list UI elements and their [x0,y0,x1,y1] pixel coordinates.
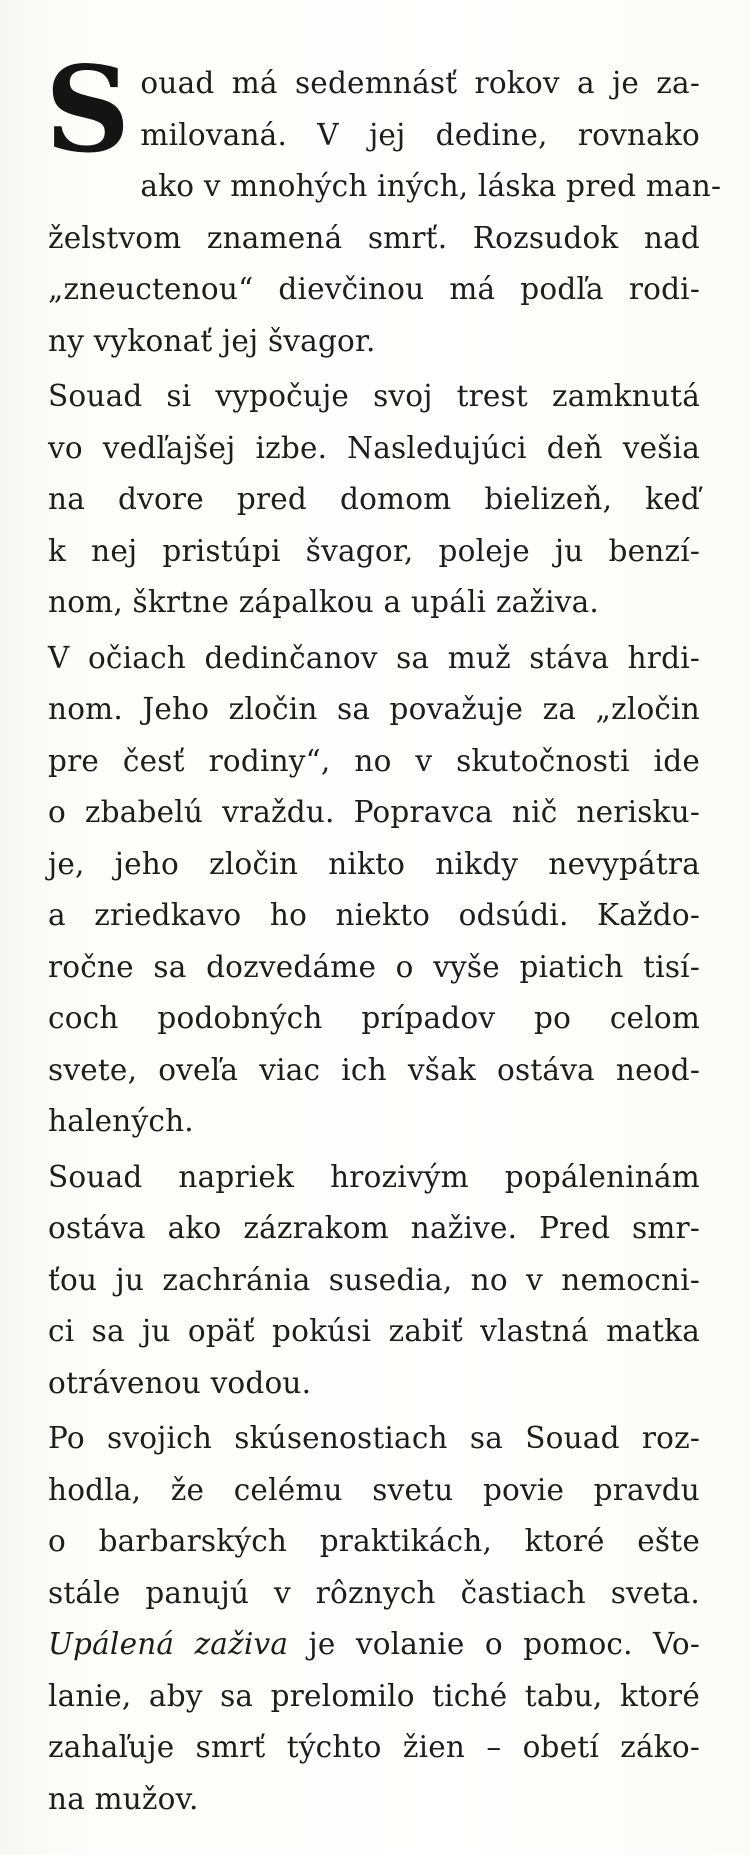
text-line: ci sa ju opäť pokúsi zabiť vlastná matka [48,1314,700,1348]
paragraph-2 [48,371,700,629]
paragraph-5 [48,1413,700,1825]
text-line: nom. Jeho zločin sa považuje za „zločin [48,692,700,726]
paragraph-1 [45,40,722,367]
text-line: o barbarských praktikách, ktoré ešte [48,1524,700,1558]
text-line: lanie, aby sa prelomilo tiché tabu, ktoré [48,1678,700,1713]
text-line: želstvom znamená smrť. Rozsudok nad [48,220,700,255]
text-line: pre česť rodiny“, no v skutočnosti ide [48,743,700,778]
text-line: a zriedkavo ho niekto odsúdi. Každo- [48,898,700,932]
text-line: coch podobných prípadov po celom [48,1001,700,1035]
text-line: o zbabelú vraždu. Popravca nič nerisku- [48,795,700,829]
text-line: je, jeho zločin nikto nikdy nevypátra [48,846,700,881]
text-line: „zneuctenou“ dievčinou má podľa rodi- [48,272,700,306]
text-line: ouad má sedemnásť rokov a je za- [140,66,700,100]
text-line: nom, škrtne zápalkou a upáli zaživa. [48,585,599,619]
text-line: hodla, že celému svetu povie pravdu [48,1472,700,1507]
text-line: ostáva ako zázrakom nažive. Pred smr- [48,1211,700,1245]
text-line: na mužov. [48,1781,199,1816]
book-title-italic: Upálená zaživa [48,1627,289,1661]
text-line: otrávenou vodou. [48,1365,312,1400]
text-line: halených. [48,1104,194,1138]
text-line: Souad si vypočuje svoj trest zamknutá [48,379,700,413]
text-line: Souad napriek hrozivým popáleninám [48,1159,700,1194]
blurb-text [45,40,722,1829]
drop-cap-letter: S [45,40,131,179]
text-line: ročne sa dozvedáme o vyše piatich tisí- [48,949,700,984]
text-fragment: je volanie o pomoc. Vo- [288,1627,700,1661]
text-line: ako v mnohých iných, láska pred man- [140,169,722,203]
text-line: zahaľuje smrť týchto žien – obetí záko- [48,1730,700,1764]
text-line: V očiach dedinčanov sa muž stáva hrdi- [48,640,700,675]
text-line: milovaná. V jej dedine, rovnako [140,117,700,152]
paragraph-4 [48,1152,700,1410]
text-line: ťou ju zachránia susedia, no v nemocni- [48,1262,700,1297]
text-line: vo vedľajšej izbe. Nasledujúci deň vešia [48,430,700,465]
text-line-with-title [48,1619,700,1671]
text-line: k nej pristúpi švagor, poleje ju benzí- [48,533,700,568]
text-line: ny vykonať jej švagor. [48,323,376,358]
paragraph-3 [48,633,700,1148]
text-line: na dvore pred domom bielizeň, keď [48,482,700,516]
text-line: stále panujú v rôznych častiach sveta. [48,1575,700,1610]
text-line: Po svojich skúsenostiach sa Souad roz- [48,1421,700,1455]
text-line: svete, oveľa viac ich však ostáva neod- [48,1052,700,1087]
